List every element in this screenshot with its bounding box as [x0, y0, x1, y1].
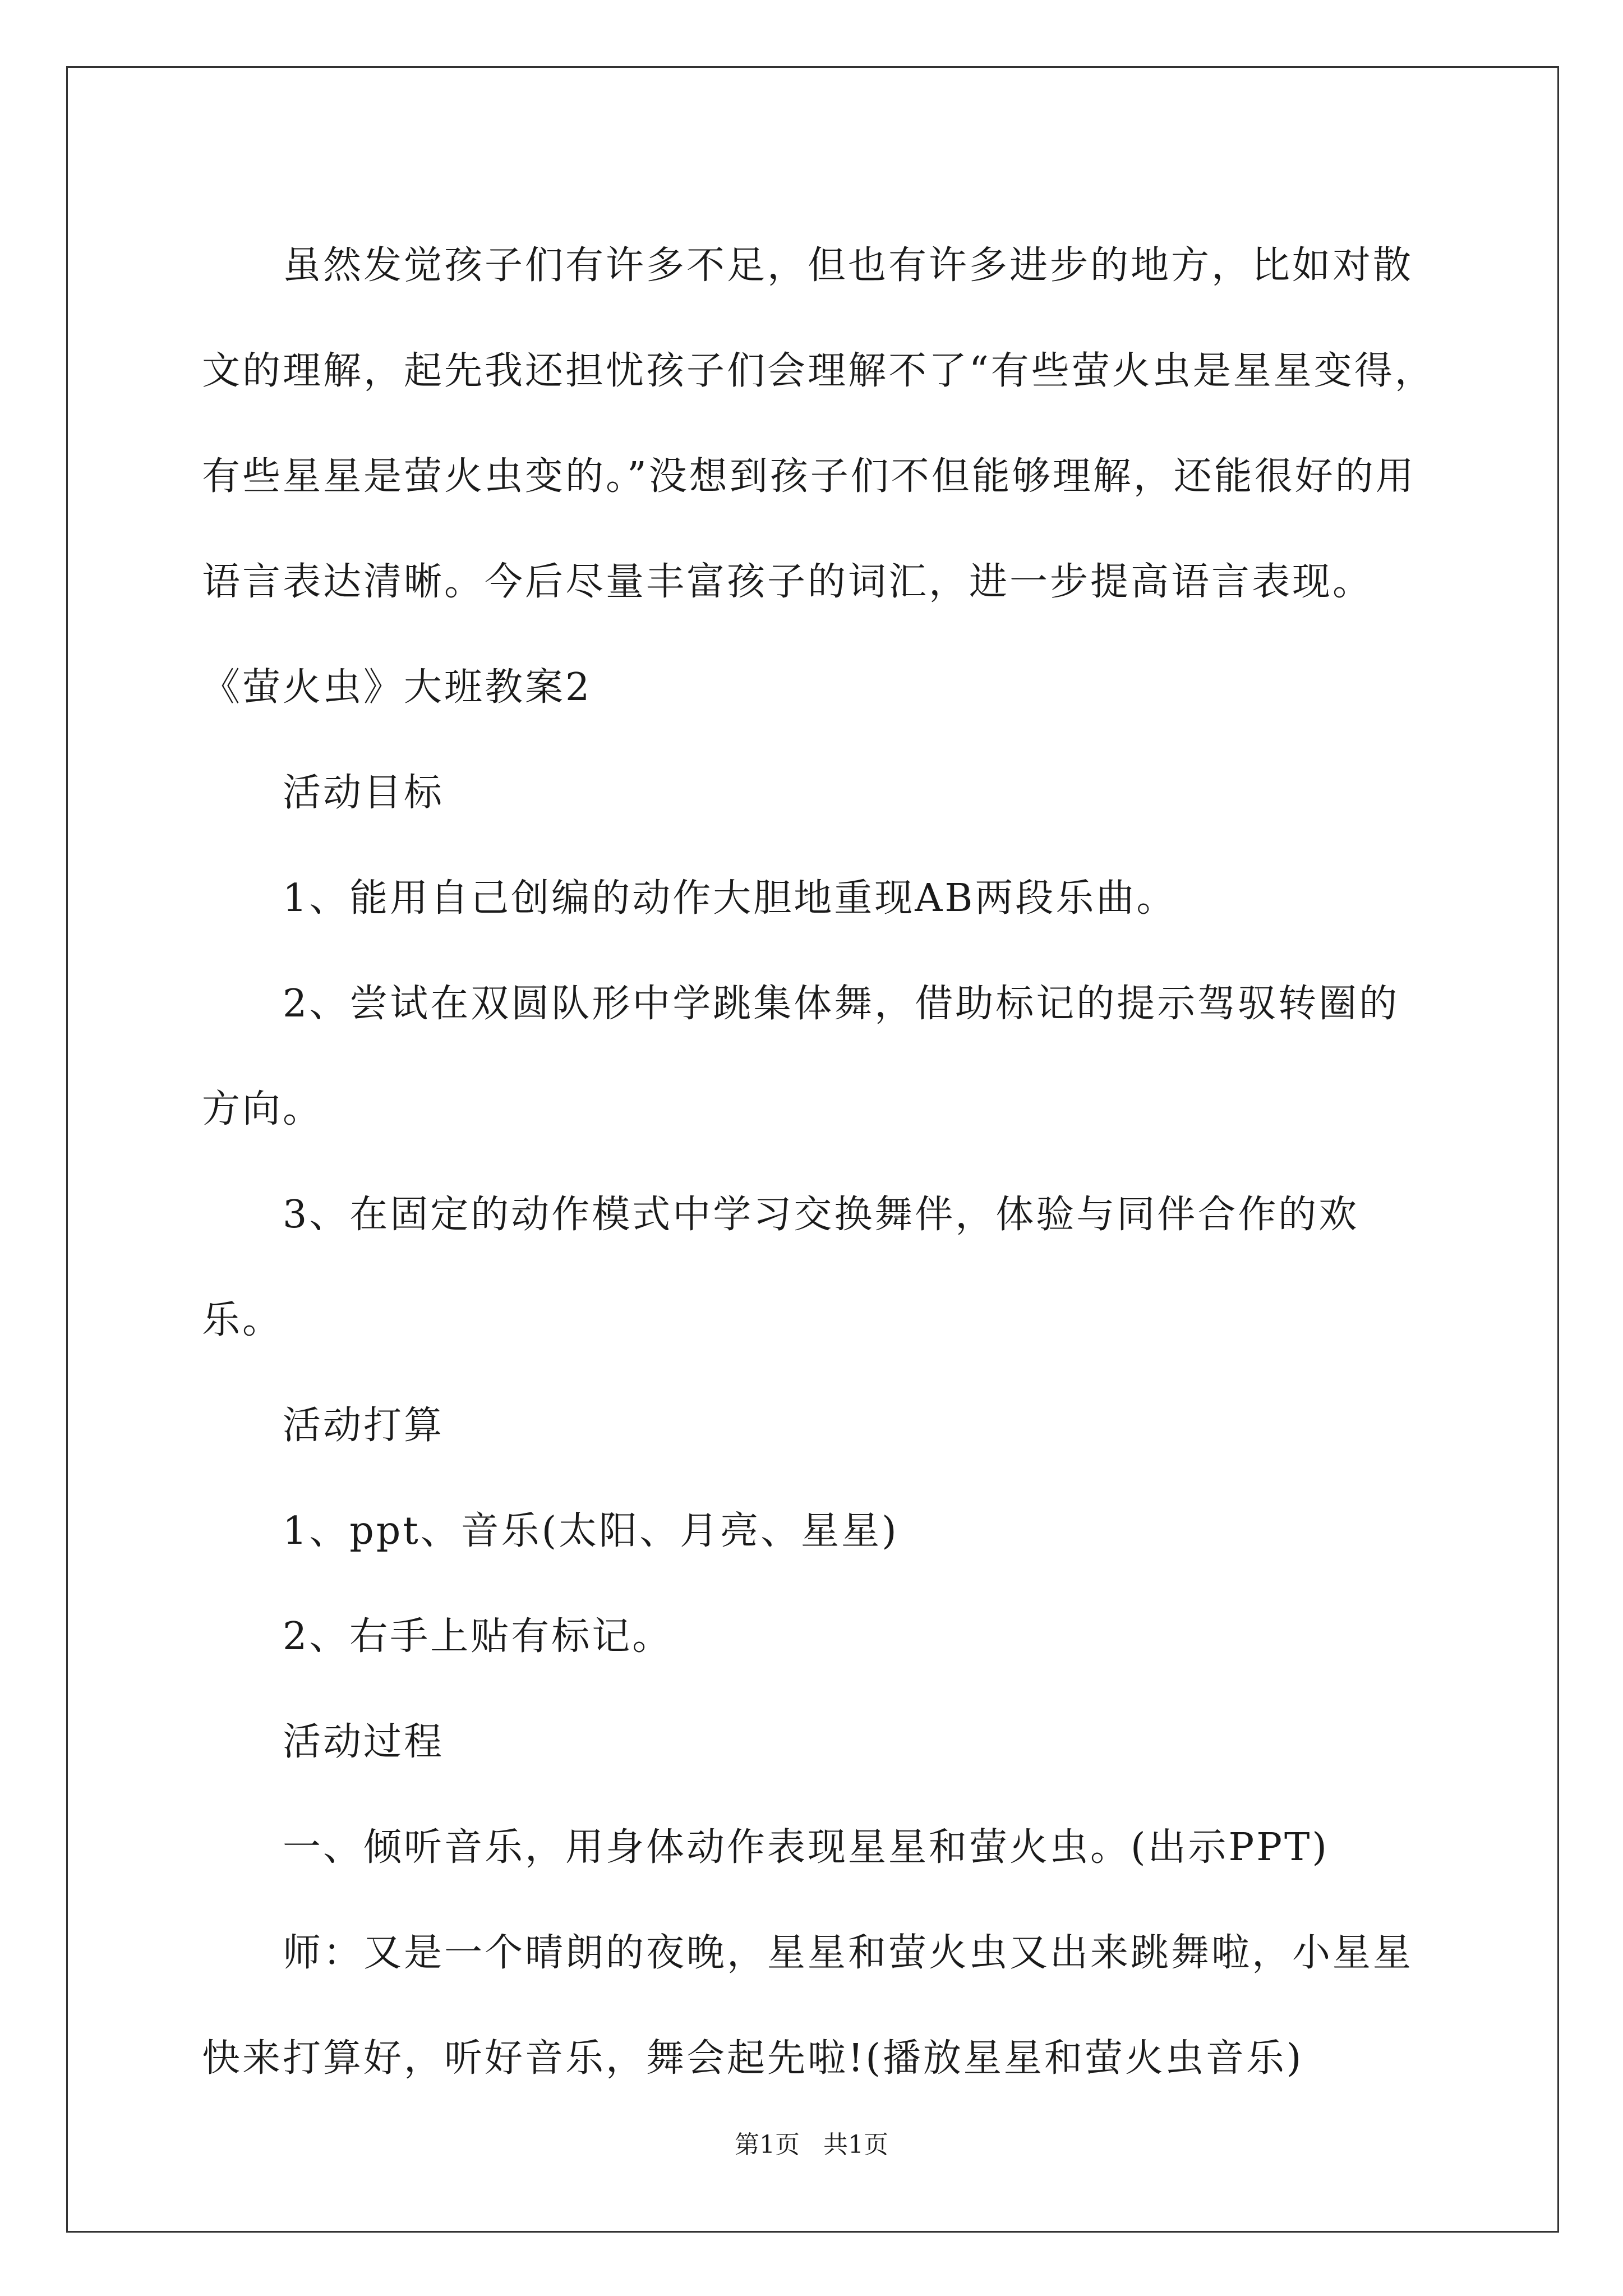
process-step-1: 一、倾听音乐，用身体动作表现星星和萤火虫。(出示PPT): [283, 1825, 1329, 1870]
paragraph-reflection: 虽然发觉孩子们有许多不足，但也有许多进步的地方，比如对散文的理解，起先我还担忧孩子们会理解不了“有些萤火虫是星星变得，有些星星是萤火虫变的。”没想到孩子们不但能够理解，还能很好的用语言表达清晰。今后尽量丰富孩子的词汇，进一步提高语言表现。: [202, 243, 1435, 604]
page-number-current: 第1页: [735, 2131, 800, 2159]
page-number-total: 共1页: [823, 2131, 888, 2159]
goal-item-3: 3、在固定的动作模式中学习交换舞伴，体验与同伴合作的欢乐。: [202, 1193, 1359, 1342]
section-title: 《萤火虫》大班教案2: [202, 665, 592, 710]
document-body: [202, 213, 1436, 2111]
heading-activity-preparation: 活动打算: [283, 1404, 445, 1448]
heading-activity-goals: 活动目标: [283, 771, 445, 815]
page-footer: [0, 2124, 1623, 2160]
preparation-item-2: 2、右手上贴有标记。: [283, 1614, 673, 1659]
goal-item-1: 1、能用自己创编的动作大胆地重现AB两段乐曲。: [283, 876, 1177, 921]
heading-activity-process: 活动过程: [283, 1720, 445, 1764]
preparation-item-1: 1、ppt、音乐(太阳、月亮、星星): [283, 1509, 899, 1553]
teacher-dialogue: 师：又是一个晴朗的夜晚，星星和萤火虫又出来跳舞啦，小星星快来打算好，听好音乐，舞会起先啦!(播放星星和萤火虫音乐): [202, 1931, 1414, 2081]
goal-item-2: 2、尝试在双圆队形中学跳集体舞，借助标记的提示驾驭转圈的方向。: [202, 982, 1400, 1131]
